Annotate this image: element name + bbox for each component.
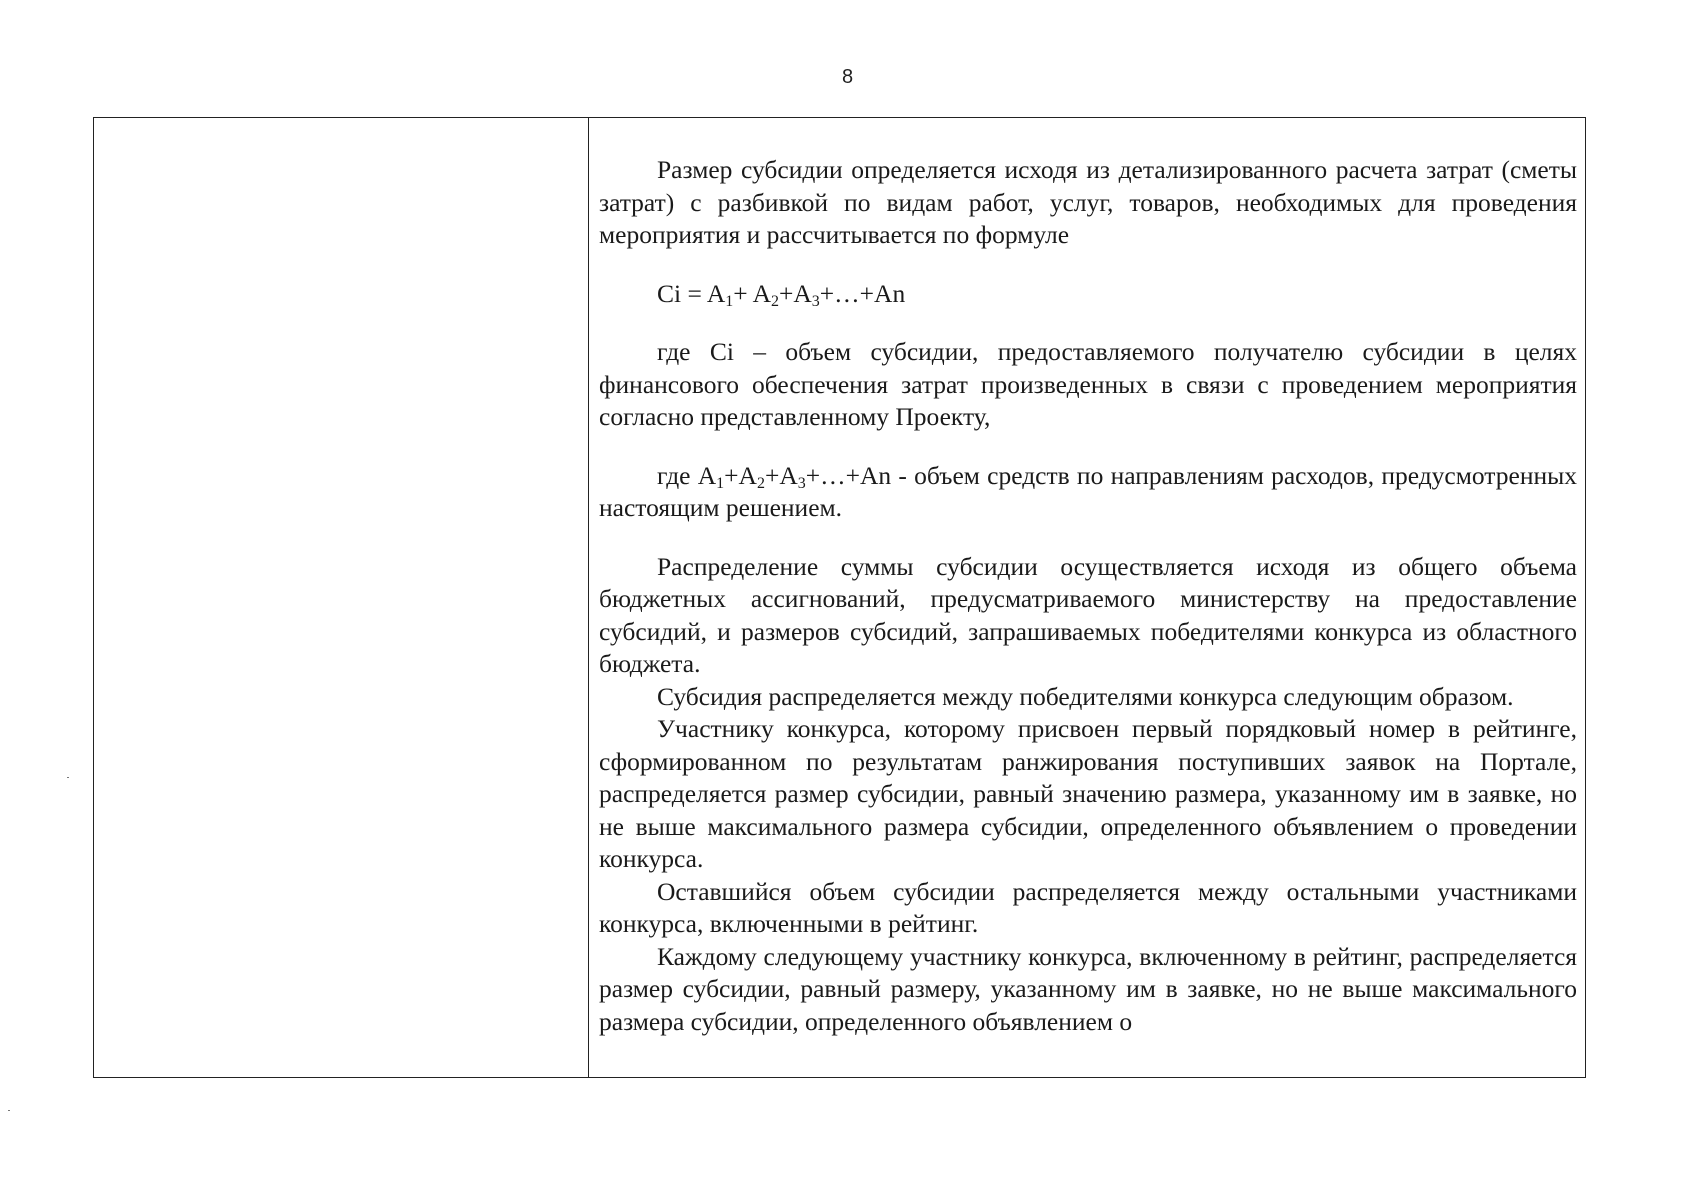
- text-block: [599, 154, 1577, 1038]
- paragraph-distribution: Распределение суммы субсидии осуществляется исходя из общего объема бюджетных ассигнований, предусматриваемого министерству на предоставление субсидий, и размеров субсидий, запрашиваемых победителями конкурса из областного бюджета.: [599, 551, 1577, 678]
- table-left-cell: [94, 118, 589, 1077]
- paragraph-first-participant: Участнику конкурса, которому присвоен первый порядковый номер в рейтинге, сформированном по результатам ранжирования поступивших заявок на Портале, распределяется размер субсидии, равный значению размера, указанному им в заявке, но не выше максимального размера субсидии, определенного объявлением о проведении конкурса.: [599, 714, 1577, 873]
- page-number: 8: [841, 66, 854, 88]
- document-table: [93, 117, 1586, 1078]
- table-right-cell: [589, 118, 1586, 1077]
- paragraph-next-participant: Каждому следующему участнику конкурса, включенному в рейтинг, распределяется размер субсидии, равный размеру, указанному им в заявке, но не выше максимального размера субсидии, определенного объявлением о: [599, 941, 1577, 1036]
- scan-speck: [67, 777, 69, 778]
- formula: $Ci = A_1+$ $A_2+A_3+\dots+An$: [657, 278, 906, 310]
- paragraph-subsidy-size: Размер субсидии определяется исходя из детализированного расчета затрат (сметы затрат) с разбивкой по видам работ, услуг, товаров, необходимых для проведения мероприятия и рассчитывается по формуле: [599, 155, 1577, 249]
- paragraph-distribution-method: Субсидия распределяется между победителями конкурса следующим образом.: [657, 681, 1514, 711]
- paragraph-remaining-volume: Оставшийся объем субсидии распределяется между остальными участниками конкурса, включенными в рейтинг.: [599, 876, 1577, 938]
- paragraph-a-definition: где $A_1+A_2+A_3+\dots+An$ - объем средств по направлениям расходов, предусмотренных настоящим решением.: [599, 460, 1577, 522]
- scan-speck: [8, 1110, 10, 1111]
- paragraph-ci-definition: где Ci – объем субсидии, предоставляемого получателю субсидии в целях финансового обеспечения затрат произведенных в связи с проведением мероприятия согласно представленному Проекту,: [599, 337, 1577, 431]
